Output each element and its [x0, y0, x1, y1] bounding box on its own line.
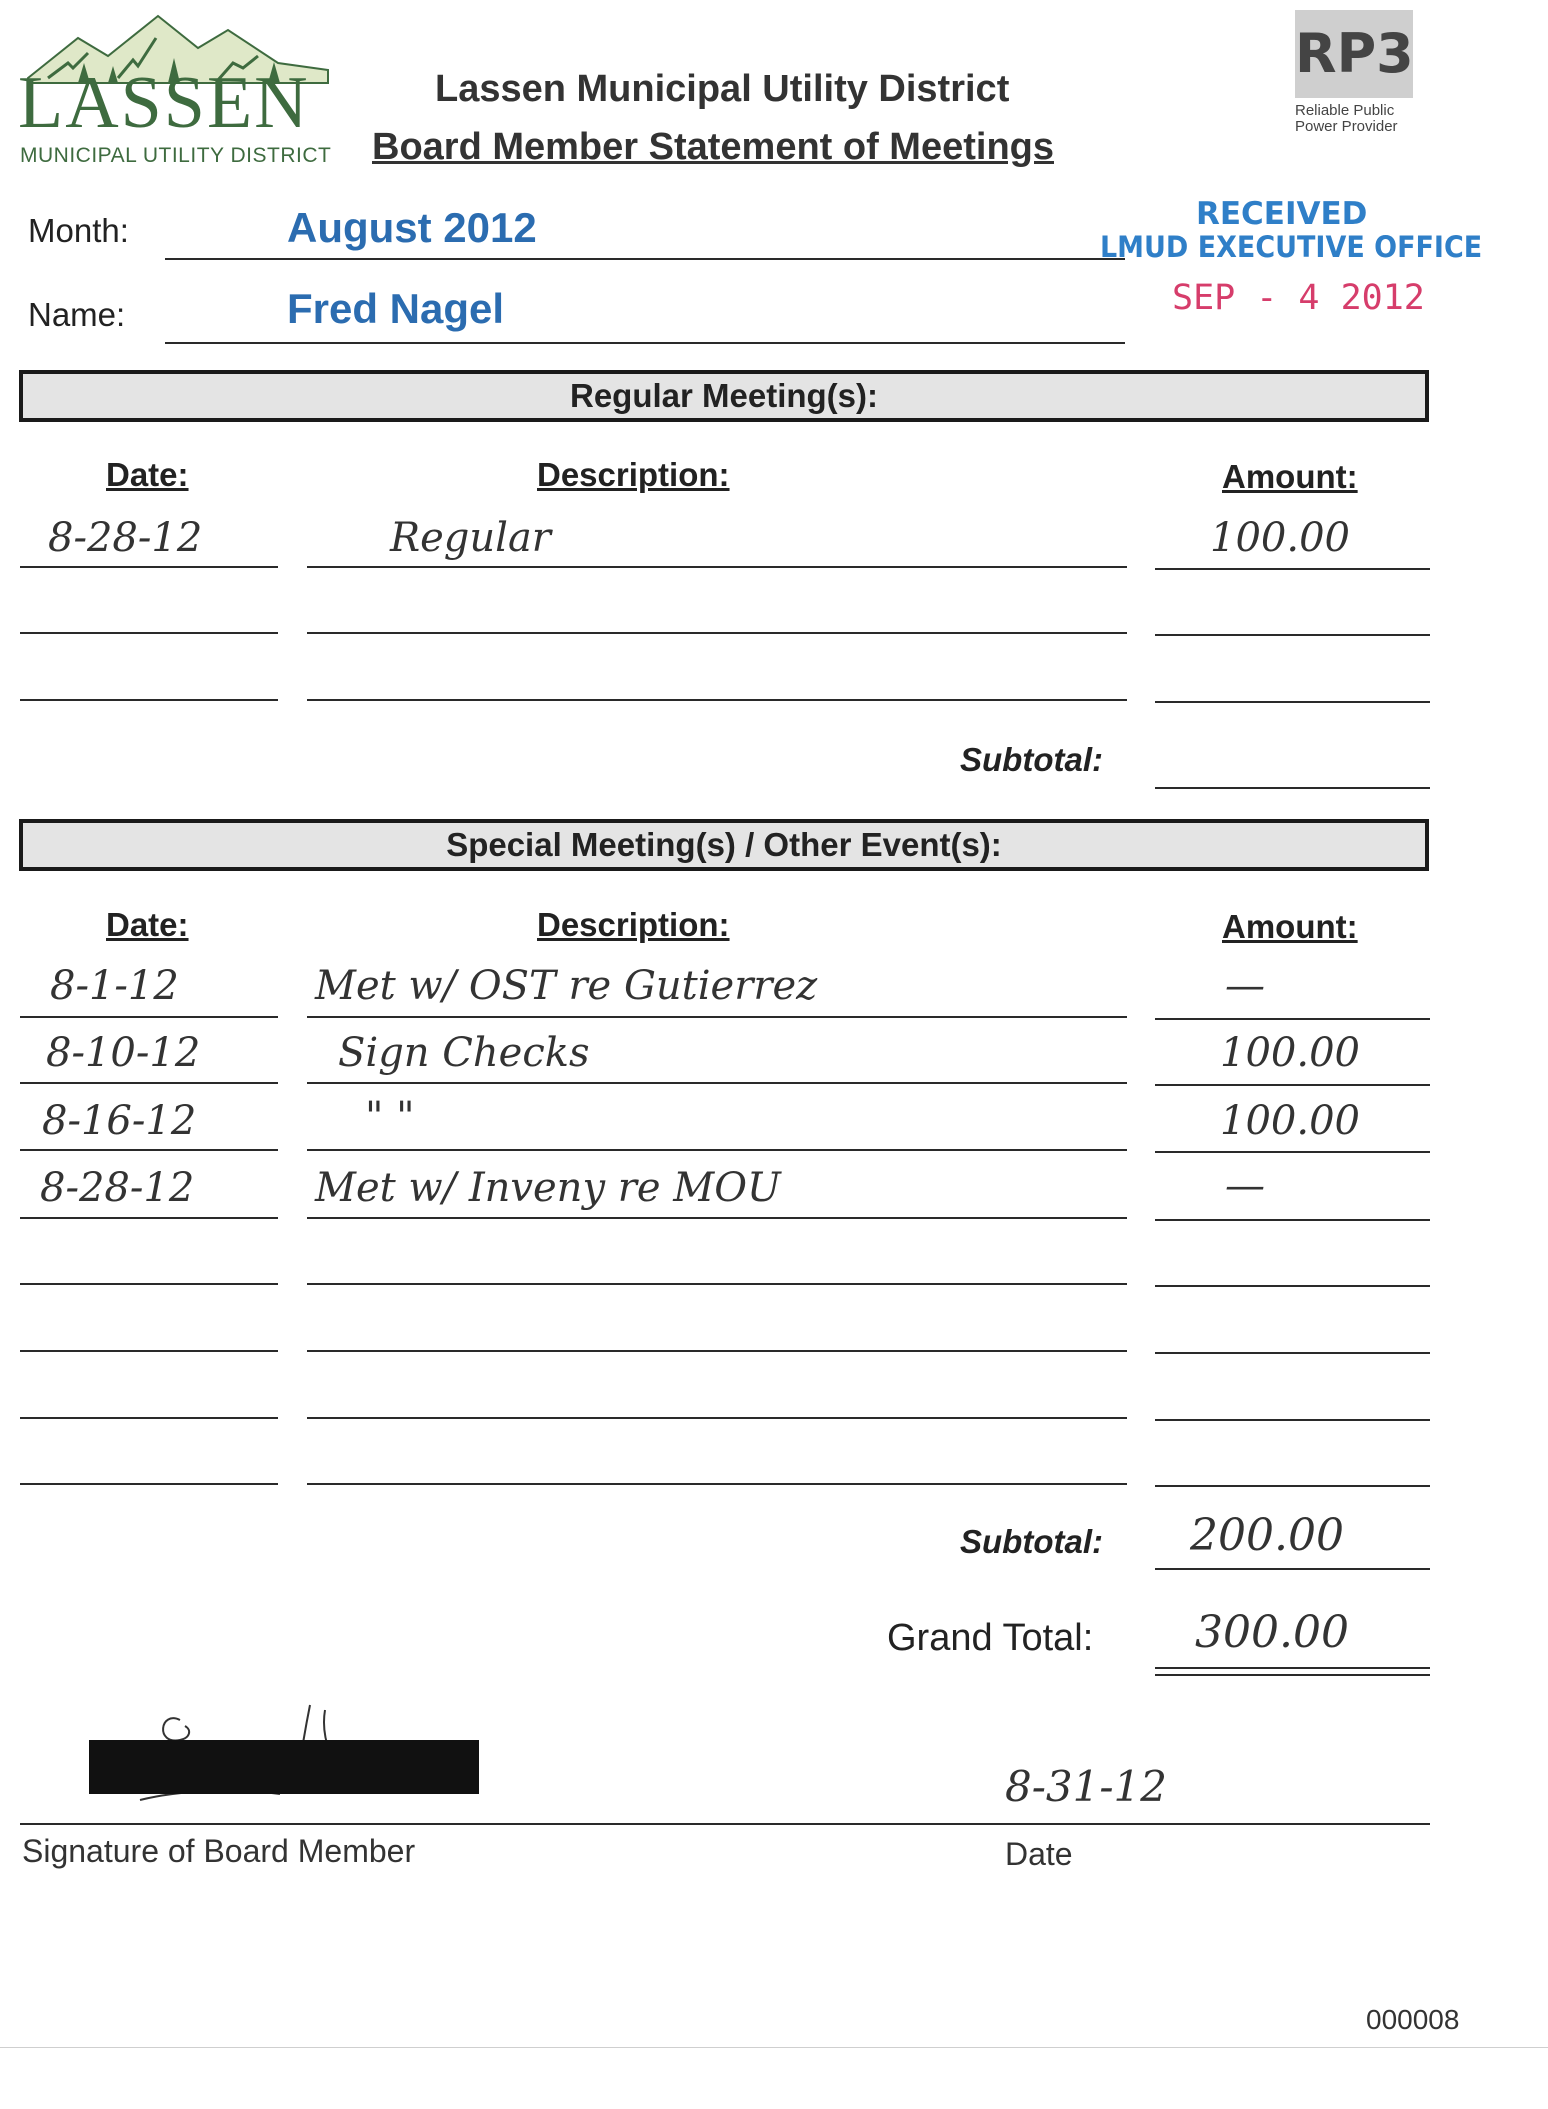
special-row-4-desc-line — [307, 1217, 1127, 1219]
special-date-header: Date: — [106, 906, 189, 943]
stamp-office: LMUD EXECUTIVE OFFICE — [1100, 230, 1483, 264]
regular-subtotal-line — [1155, 787, 1430, 789]
regular-date-header: Date: — [106, 456, 189, 493]
special-row-5-date-line — [20, 1283, 278, 1285]
special-subtotal-label: Subtotal: — [960, 1523, 1103, 1560]
special-row-4-amount: — — [1225, 1163, 1265, 1209]
regular-subtotal-label: Subtotal: — [960, 741, 1103, 778]
special-row-7-amount-line — [1155, 1419, 1430, 1421]
signature-label: Signature of Board Member — [22, 1833, 416, 1869]
special-row-8-date-line — [20, 1483, 278, 1485]
name-label: Name: — [28, 296, 126, 333]
regular-description-header: Description: — [537, 456, 730, 493]
special-row-1-amount: — — [1225, 963, 1265, 1009]
special-amount-header: Amount: — [1222, 908, 1358, 945]
grand-total-line-1 — [1155, 1667, 1430, 1669]
special-row-3-amount-line — [1155, 1151, 1430, 1153]
stamp-received: RECEIVED — [1196, 196, 1368, 232]
regular-row-3-date-line — [20, 699, 278, 701]
special-row-8-amount-line — [1155, 1485, 1430, 1487]
page-number: 000008 — [1366, 2004, 1460, 2035]
grand-total-label: Grand Total: — [887, 1617, 1094, 1659]
month-value: August 2012 — [287, 204, 537, 251]
badge-line1: Reliable Public — [1295, 102, 1395, 119]
month-line — [165, 258, 1125, 260]
regular-row-2-desc-line — [307, 632, 1127, 634]
special-row-2-description: Sign Checks — [338, 1030, 590, 1076]
special-row-4-description: Met w/ Inveny re MOU — [315, 1165, 781, 1211]
regular-row-1-amount: 100.00 — [1210, 515, 1350, 561]
special-row-1-amount-line — [1155, 1018, 1430, 1020]
regular-row-3-desc-line — [307, 699, 1127, 701]
regular-row-1-date-line — [20, 566, 278, 568]
regular-row-2-date-line — [20, 632, 278, 634]
page-bottom-edge — [0, 2047, 1548, 2048]
org-name: Lassen Municipal Utility District — [435, 68, 1010, 110]
special-row-1-desc-line — [307, 1016, 1127, 1018]
month-label: Month: — [28, 212, 129, 249]
special-row-5-amount-line — [1155, 1285, 1430, 1287]
badge-line2: Power Provider — [1295, 118, 1398, 135]
special-row-3-description: " " — [365, 1094, 415, 1140]
special-description-header: Description: — [537, 906, 730, 943]
special-row-6-desc-line — [307, 1350, 1127, 1352]
special-row-4-amount-line — [1155, 1219, 1430, 1221]
special-subtotal-value: 200.00 — [1190, 1510, 1344, 1561]
special-row-6-amount-line — [1155, 1352, 1430, 1354]
logo-subtitle: MUNICIPAL UTILITY DISTRICT — [20, 144, 332, 167]
special-row-2-amount-line — [1155, 1084, 1430, 1086]
special-row-2-date: 8-10-12 — [46, 1030, 201, 1076]
logo-name: LASSEN — [18, 62, 310, 144]
grand-total-value: 300.00 — [1195, 1607, 1349, 1658]
special-row-7-desc-line — [307, 1417, 1127, 1419]
rp3-badge — [1295, 10, 1425, 135]
page-title: Board Member Statement of Meetings — [372, 126, 1054, 168]
name-value: Fred Nagel — [287, 285, 505, 332]
special-row-3-amount: 100.00 — [1220, 1098, 1360, 1144]
special-row-3-desc-line — [307, 1149, 1127, 1151]
special-row-2-date-line — [20, 1082, 278, 1084]
rp3-mark: RP3 — [1295, 10, 1413, 98]
special-row-3-date-line — [20, 1149, 278, 1151]
name-line — [165, 342, 1125, 344]
regular-row-1-desc-line — [307, 566, 1127, 568]
regular-row-1-description: Regular — [390, 515, 551, 561]
regular-meetings-banner — [19, 370, 1429, 422]
regular-row-1-amount-line — [1155, 568, 1430, 570]
special-row-2-amount: 100.00 — [1220, 1030, 1360, 1076]
grand-total-line-2 — [1155, 1674, 1430, 1676]
stamp-date: SEP - 4 2012 — [1172, 278, 1425, 318]
lassen-logo — [18, 8, 338, 167]
special-row-1-date-line — [20, 1016, 278, 1018]
signature-date-label: Date — [1005, 1836, 1073, 1872]
special-row-7-date-line — [20, 1417, 278, 1419]
special-row-3-date: 8-16-12 — [42, 1098, 197, 1144]
special-subtotal-line — [1155, 1568, 1430, 1570]
special-meetings-banner — [19, 819, 1429, 871]
regular-row-1-date: 8-28-12 — [48, 515, 203, 561]
received-stamp — [1100, 196, 1483, 326]
special-row-4-date: 8-28-12 — [40, 1165, 195, 1211]
special-row-1-date: 8-1-12 — [50, 963, 179, 1009]
regular-heading: Regular Meeting(s): — [569, 377, 879, 414]
special-row-2-desc-line — [307, 1082, 1127, 1084]
regular-amount-header: Amount: — [1222, 458, 1358, 495]
special-row-6-date-line — [20, 1350, 278, 1352]
special-heading: Special Meeting(s) / Other Event(s): — [446, 826, 1002, 863]
regular-row-2-amount-line — [1155, 634, 1430, 636]
signature-date-value: 8-31-12 — [1005, 1762, 1167, 1811]
signature-redaction — [89, 1740, 479, 1794]
special-row-4-date-line — [20, 1217, 278, 1219]
special-row-1-description: Met w/ OST re Gutierrez — [315, 963, 818, 1009]
regular-row-3-amount-line — [1155, 701, 1430, 703]
signature-line — [20, 1823, 1430, 1825]
special-row-8-desc-line — [307, 1483, 1127, 1485]
special-row-5-desc-line — [307, 1283, 1127, 1285]
